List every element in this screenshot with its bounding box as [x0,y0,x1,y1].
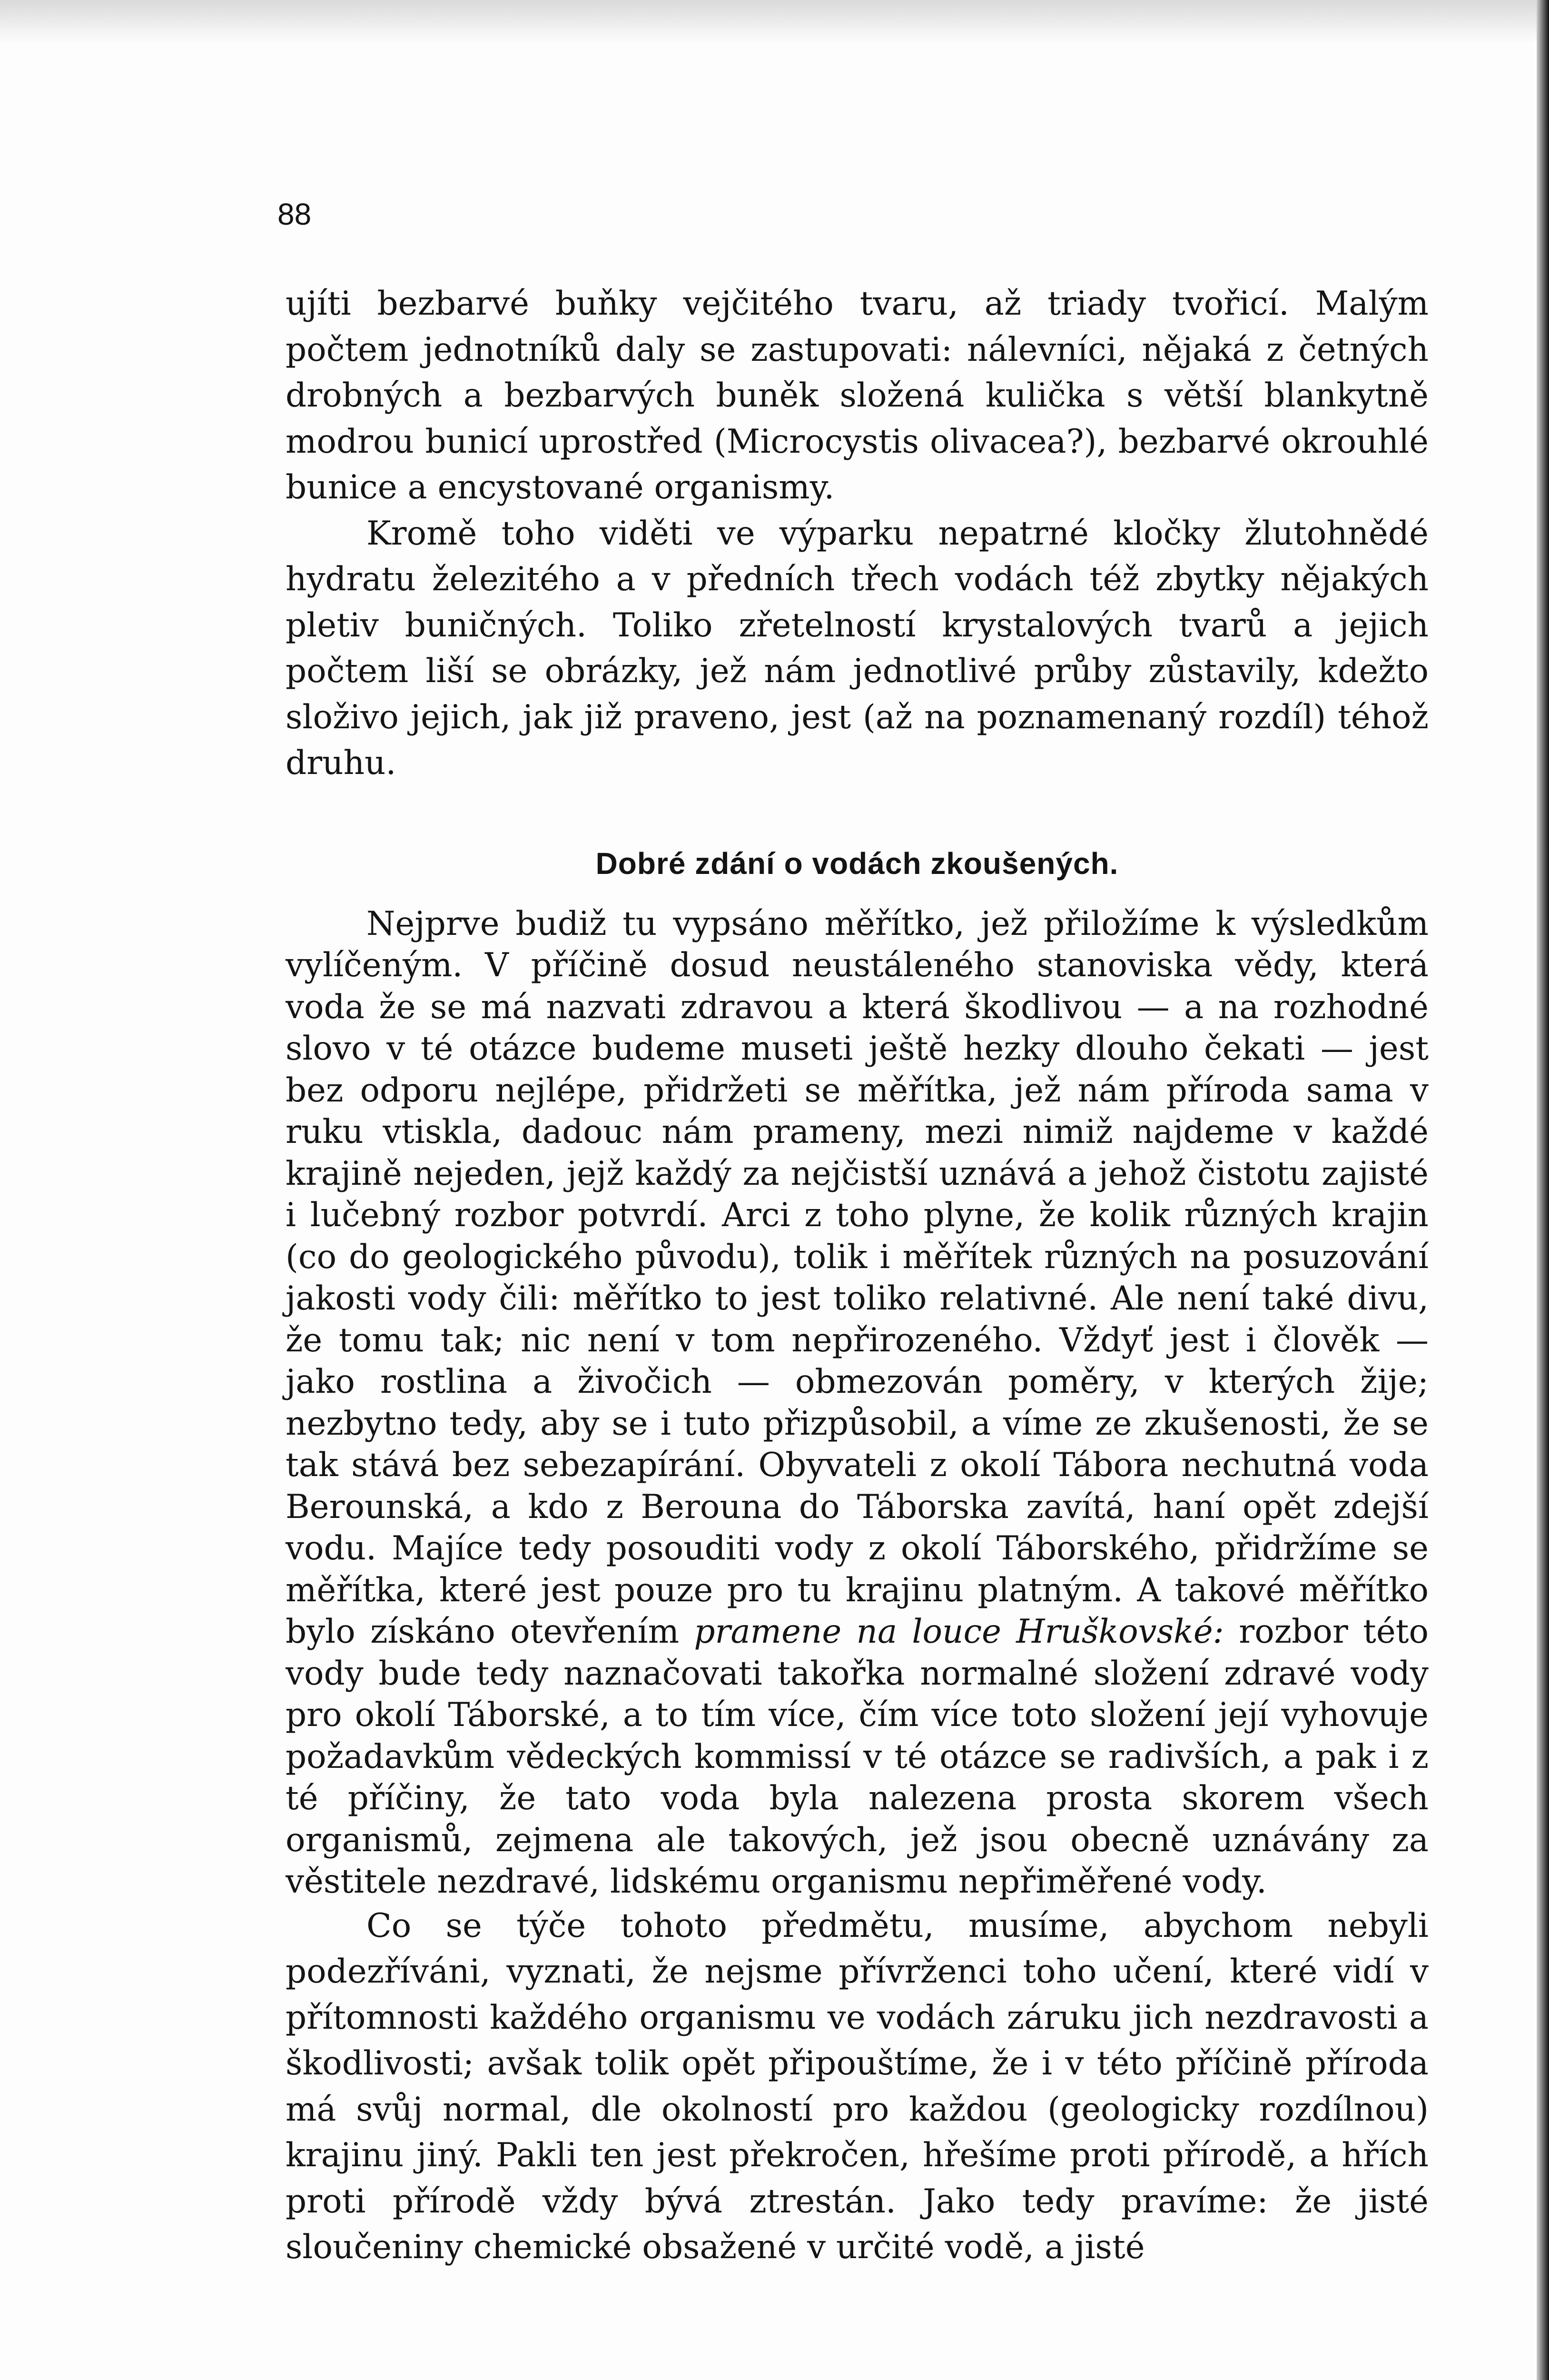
page-right-edge [1537,0,1549,2380]
paragraph-3-italic-place: pramene na louce Hruškovské: [694,1613,1224,1651]
paragraph-2: Kromě toho viděti ve výparku nepatrné kločky žlutohnědé hydratu železitého a v předních třech vodách též zbytky nějakých pletiv buničných. Toliko zřetelností krystalových tvarů a jejich počtem liší se obrázky, jež nám jednotlivé průby zůstavily, kdežto složivo jejich, jak již praveno, jest (až na poznamenaný rozdíl) téhož druhu. [286,514,1429,782]
page-top-shadow [0,0,1537,43]
paragraph-1: ujíti bezbarvé buňky vejčitého tvaru, až triady tvořicí. Malým počtem jednotníků daly se zastupovati: nálevníci, nějaká z četných drobných a bezbarvých buněk složená kulička s větší blankytně modrou bunicí uprostřed (Microcystis olivacea?), bezbarvé okrouhlé bunice a encystované organismy. [286,285,1429,506]
paragraph-3-text-start: Nejprve budiž tu vypsáno měřítko, jež přiložíme k výsledkům vylíčeným. V příčině dosud neustáleného stanoviska vědy, která voda že se má nazvati zdravou a která škodlivou — a na rozhodné slovo v té otázce budeme museti ještě hezky dlouho čekati — jest bez odporu nejlépe, přidržeti se měřítka, jež nám příroda sama v ruku vtiskla, dadouc nám prameny, mezi nimiž najdeme v každé krajině nejeden, jejž každý za nejčistší uznává a jehož čistotu zajisté i lučebný rozbor potvrdí. Arci z toho plyne, že kolik různých krajin (co do geologického původu), tolik i měřítek různých na posuzování jakosti vody čili: měřítko to jest toliko relativné. Ale není také divu, že tomu tak; nic není v tom nepřirozeného. Vždyť jest i člověk — jako rostlina a živočich — obmezován poměry, v kterých žije; nezbytno tedy, aby se i tuto přizpůsobil, a víme ze zkušenosti, že se tak stává bez sebezapírání. Obyvateli z okolí Tábora nechutná voda Berounská, a kdo z Berouna do Táborska zavítá, haní opět zdejší vodu. Majíce tedy posouditi vody z okolí Táborského, přidržíme se měřítka, které jest pouze pro tu krajinu platným. A takové měřítko bylo získáno otevřením [286,904,1429,1651]
section-heading: Dobré zdání o vodách zkoušených. [595,846,1119,881]
paragraph-4: Co se týče tohoto předmětu, musíme, abychom nebyli podezříváni, vyznati, že nejsme přívrženci toho učení, které vidí v přítomnosti každého organismu ve vodách záruku jich nezdravosti a škodlivosti; avšak tolik opět připouštíme, že i v této příčině příroda má svůj normal, dle okolností pro každou (geologicky rozdílnou) krajinu jiný. Pakli ten jest překročen, hřešíme proti přírodě, a hřích proti přírodě vždy bývá ztrestán. Jako tedy pravíme: že jisté sloučeniny chemické obsažené v určité vodě, a jisté [286,1906,1429,2266]
page-number: 88 [277,197,312,231]
body-text [286,281,1429,2271]
paragraph-3-text-end: rozbor této vody bude tedy naznačovati takořka normalné složení zdravé vody pro okolí Táborské, a to tím více, čím více toto složení její vyhovuje požadavkům vědeckých kommissí v té otázce se radivších, a pak i z té příčiny, že tato voda byla nalezena prosta skorem všech organismů, zejmena ale takových, jež jsou obecně uznávány za věstitele nezdravé, lidskému organismu nepřiměřené vody. [286,1613,1429,1901]
paragraph-3 [286,903,1429,1903]
